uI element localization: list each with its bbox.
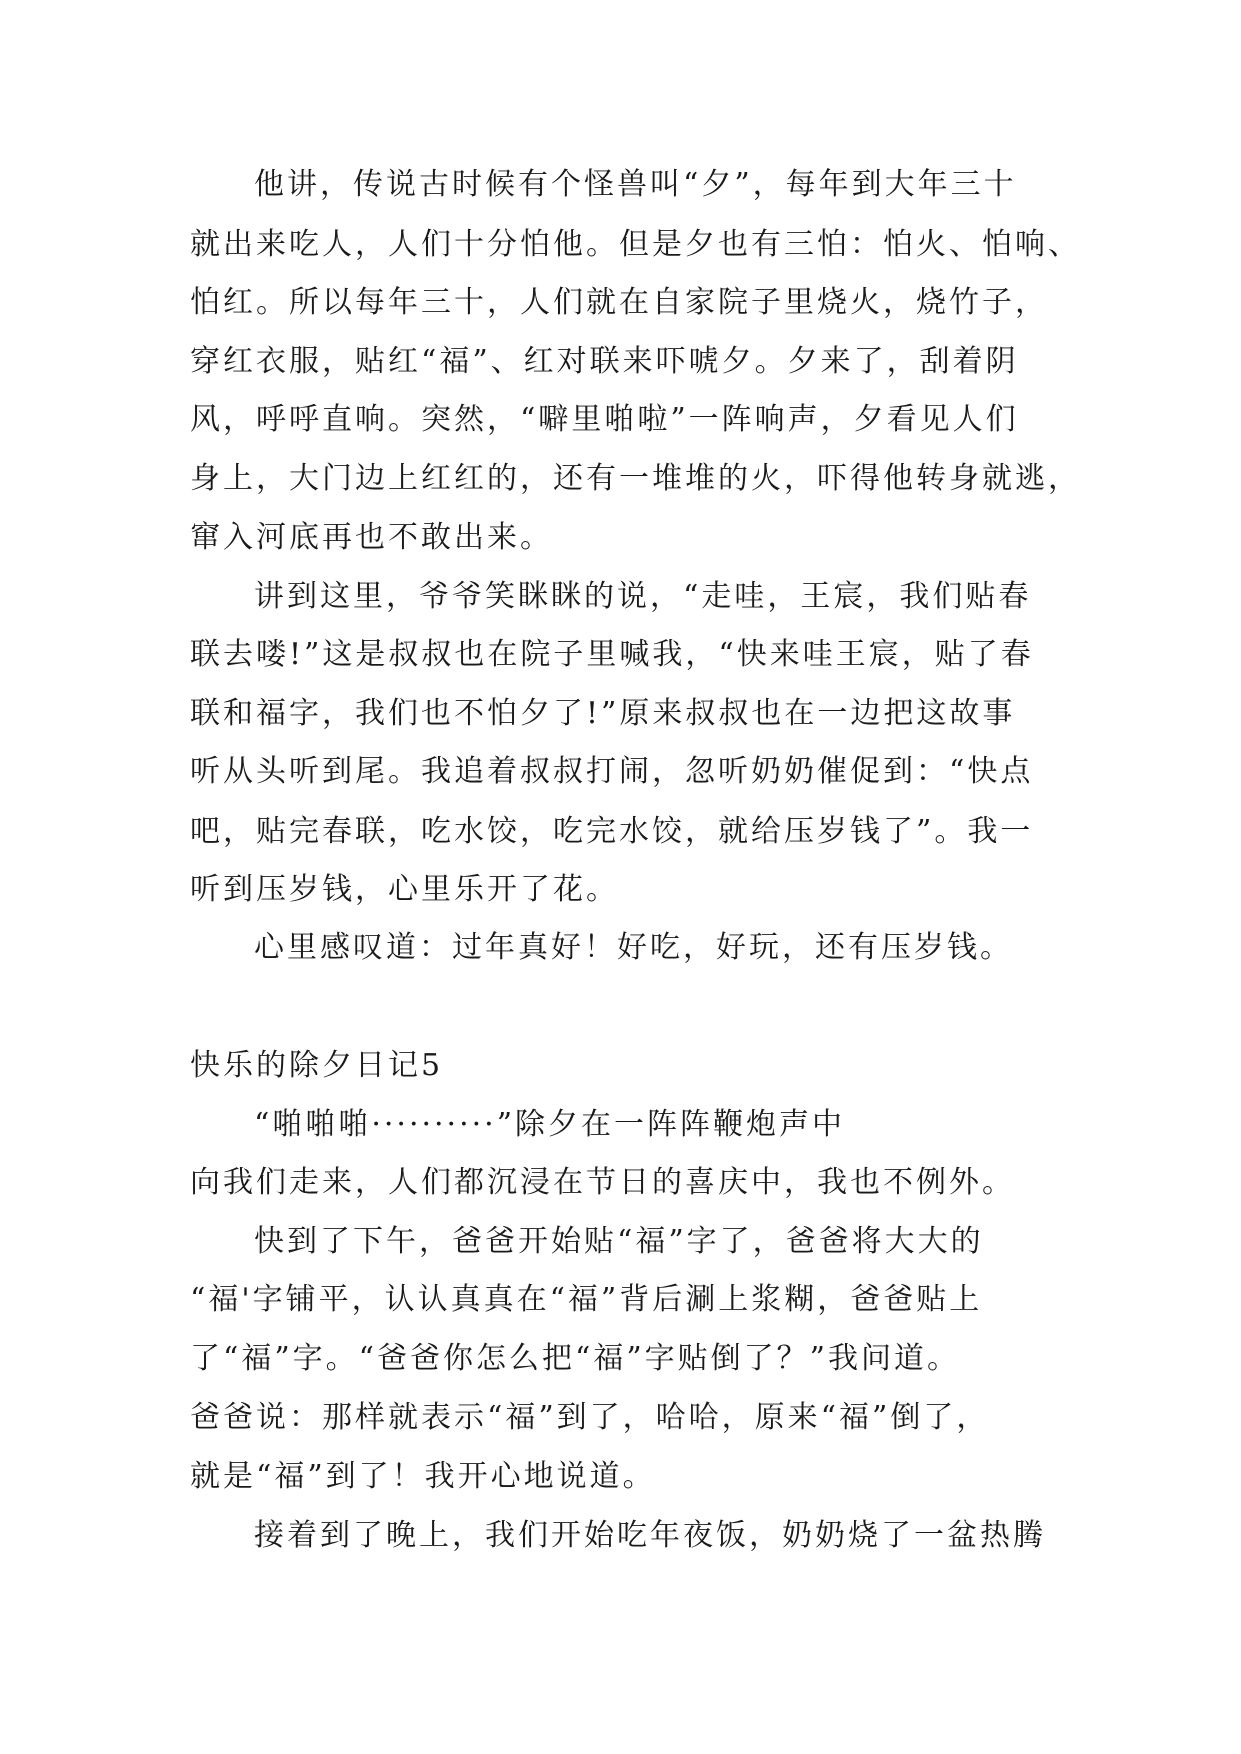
text-line: 爸爸说：那样就表示“福”到了，哈哈，原来“福”倒了， bbox=[190, 1400, 990, 1435]
text-line: 怕红。所以每年三十，人们就在自家院子里烧火，烧竹子， bbox=[190, 285, 1048, 320]
text-line: 就是“福”到了！我开心地说道。 bbox=[190, 1459, 656, 1494]
text-line: 心里感叹道：过年真好！好吃，好玩，还有压岁钱。 bbox=[254, 930, 1013, 965]
text-line: 向我们走来，人们都沉浸在节日的喜庆中，我也不例外。 bbox=[190, 1165, 1015, 1200]
text-line: 联和福字，我们也不怕夕了!”原来叔叔也在一边把这故事 bbox=[190, 696, 1016, 731]
text-line: 窜入河底再也不敢出来。 bbox=[190, 520, 553, 555]
text-line: 了“福”字。“爸爸你怎么把“福”字贴倒了？”我问道。 bbox=[190, 1341, 961, 1376]
text-line: 讲到这里，爷爷笑眯眯的说，“走哇，王宸，我们贴春 bbox=[254, 579, 1032, 614]
text-line: “啪啪啪··········”除夕在一阵阵鞭炮声中 bbox=[254, 1107, 846, 1142]
text-line: “福'字铺平，认认真真在“福”背后涮上浆糊，爸爸贴上 bbox=[190, 1282, 983, 1317]
text-line: 吧，贴完春联，吃水饺，吃完水饺，就给压岁钱了”。我一 bbox=[190, 814, 1034, 849]
text-line: 他讲，传说古时候有个怪兽叫“夕”，每年到大年三十 bbox=[254, 167, 1017, 202]
text-line: 听从头听到尾。我追着叔叔打闹，忽听奶奶催促到：“快点 bbox=[190, 754, 1034, 789]
text-line: 听到压岁钱，心里乐开了花。 bbox=[190, 872, 619, 907]
text-line: 接着到了晚上，我们开始吃年夜饭，奶奶烧了一盆热腾 bbox=[254, 1518, 1046, 1553]
text-line: 快到了下午，爸爸开始贴“福”字了，爸爸将大大的 bbox=[254, 1224, 984, 1259]
section-title: 快乐的除夕日记5 bbox=[190, 1048, 444, 1083]
text-line: 风，呼呼直响。突然，“噼里啪啦”一阵响声，夕看见人们 bbox=[190, 402, 1019, 437]
text-line: 穿红衣服，贴红“福”、红对联来吓唬夕。夕来了，刮着阴 bbox=[190, 344, 1019, 379]
text-line: 就出来吃人，人们十分怕他。但是夕也有三怕：怕火、怕响、 bbox=[190, 227, 1081, 262]
text-line: 身上，大门边上红红的，还有一堆堆的火，吓得他转身就逃， bbox=[190, 461, 1081, 496]
text-line: 联去喽!”这是叔叔也在院子里喊我，“快来哇王宸，贴了春 bbox=[190, 637, 1034, 672]
